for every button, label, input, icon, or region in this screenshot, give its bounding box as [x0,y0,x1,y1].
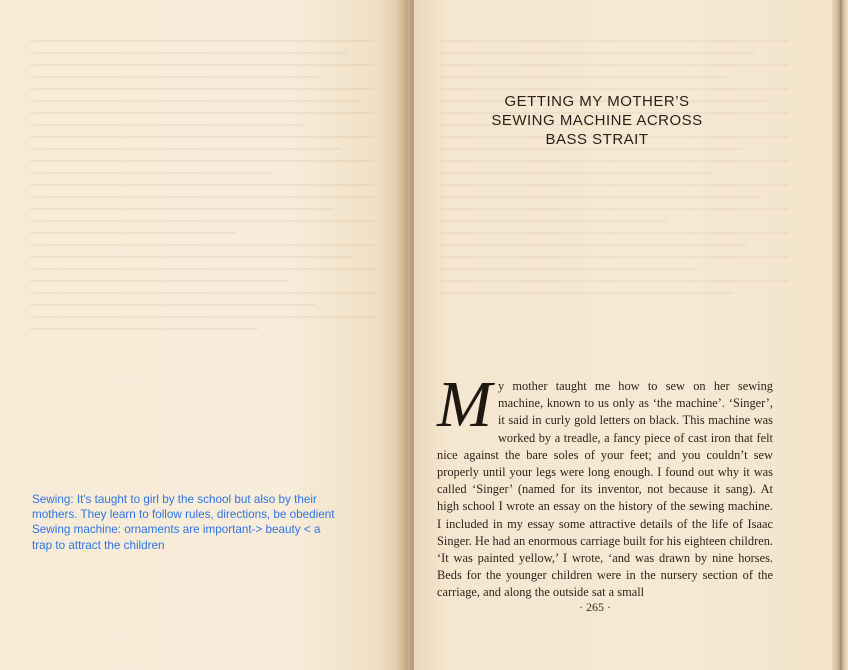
chapter-title [470,92,724,149]
chapter-title-line-1: GETTING MY MOTHER’S [504,93,690,110]
page-edge [832,0,848,670]
drop-cap: M [437,368,492,441]
annotation-line-4: trap to attract the children [32,538,165,552]
chapter-title-line-2: SEWING MACHINE ACROSS [491,112,703,129]
annotation-line-2: mothers. They learn to follow rules, directions, be obedient [32,508,335,522]
chapter-body [437,368,773,602]
body-paragraph: y mother taught me how to sew on her sewing machine, known to us only as ‘the machine’. ‘Singer’, it said in curly gold letters on black. This machine was worked by a treadle, a fancy piece of cast iron that felt nice against the bare soles of your feet; and you couldn’t sew properly until your legs were long enough. I found out why it was called ‘Singer’ (named for its inventor, not because it sang). At high school I wrote an essay on the history of the sewing machine. I included in my essay some attractive details of the life of Isaac Singer. He had an enormous carriage built for his eighteen children. ‘It was painted yellow,’ I wrote, ‘and was drawn by nine horses. Beds for the younger children were in the nursery section of the carriage, and along the outside sat a small [437,379,773,600]
page-number: · 265 · [579,600,611,614]
annotation-note [32,492,382,553]
right-page-show-through [440,40,790,350]
left-page-show-through [30,40,375,380]
chapter-title-line-3: BASS STRAIT [545,131,649,148]
annotation-line-3: Sewing machine: ornaments are important-> beauty < a [32,523,321,537]
annotation-line-1: Sewing: It's taught to girl by the school but also by their [32,493,317,506]
